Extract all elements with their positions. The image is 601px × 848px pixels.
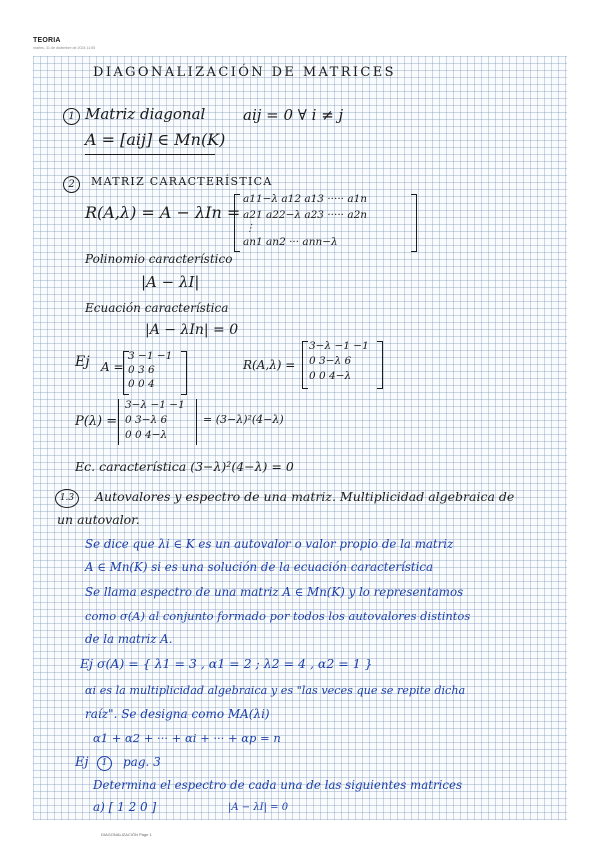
matrix-a-row-3: 0 0 4 bbox=[128, 378, 155, 390]
page-footer: DIAGONALIZACIÓN Page 1 bbox=[101, 832, 152, 837]
section-3-title-line-2: un autovalor. bbox=[57, 512, 140, 527]
polynomial-lhs: P(λ) = bbox=[75, 414, 118, 429]
exercise-part-a: a) [ 1 2 0 ] bbox=[93, 800, 157, 814]
matrix-a-row-1: 3 −1 −1 bbox=[128, 350, 173, 362]
polynomial-result: = (3−λ)²(4−λ) bbox=[203, 413, 284, 426]
matrix-ra-row-1: 3−λ −1 −1 bbox=[309, 340, 369, 352]
char-polynomial-expr: |A − λI| bbox=[141, 273, 200, 291]
matrix-ra-row-2: 0 3−λ 6 bbox=[309, 355, 352, 367]
eigenvalue-def-line-1: Se dice que λi ∈ K es un autovalor o valor propio de la matriz bbox=[85, 537, 454, 551]
eigenvalue-def-line-2: A ∈ Mn(K) si es una solución de la ecuación característica bbox=[85, 560, 434, 574]
polynomial-row-3: 0 0 4−λ bbox=[125, 429, 168, 441]
char-matrix-lhs: R(A,λ) = A − λIn = bbox=[85, 203, 241, 222]
section-3-title-line-1: Autovalores y espectro de una matriz. Multiplicidad algebraica de bbox=[95, 489, 515, 504]
char-matrix-right-bracket bbox=[411, 194, 417, 252]
char-matrix-row-3: ⋮ bbox=[245, 223, 255, 234]
spectrum-def-line-2: como σ(A) al conjunto formado por todos los autovalores distintos bbox=[85, 609, 471, 623]
exercise-label: Ej bbox=[75, 755, 89, 770]
multiplicity-line-2: raíz". Se designa como MA(λi) bbox=[85, 707, 270, 721]
note-timestamp: martes, 31 de diciembre de 2024 11:50 bbox=[33, 46, 96, 50]
matrix-ra-row-3: 0 0 4−λ bbox=[309, 370, 352, 382]
example-label: Ej bbox=[75, 354, 90, 370]
multiplicity-line-1: αi es la multiplicidad algebraica y es "las veces que se repite dicha bbox=[85, 684, 466, 697]
section-number-1: 1 bbox=[63, 108, 80, 125]
char-matrix-left-bracket bbox=[234, 194, 240, 252]
page-heading: DIAGONALIZACIÓN DE MATRICES bbox=[93, 65, 396, 80]
exercise-statement: Determina el espectro de cada una de las siguientes matrices bbox=[93, 778, 463, 792]
diagonal-definition: A = [aij] ∈ Mn(K) bbox=[85, 130, 226, 149]
char-equation-expr: |A − λIn| = 0 bbox=[145, 322, 239, 338]
polynomial-row-2: 0 3−λ 6 bbox=[125, 414, 168, 426]
diagonal-condition: aij = 0 ∀ i ≠ j bbox=[243, 106, 344, 124]
matrix-a-row-2: 0 3 6 bbox=[128, 364, 155, 376]
char-matrix-row-2: a21 a22−λ a23 ····· a2n bbox=[243, 209, 368, 221]
char-equation-example: Ec. característica (3−λ)²(4−λ) = 0 bbox=[75, 459, 294, 474]
char-matrix-row-1: a11−λ a12 a13 ····· a1n bbox=[243, 193, 368, 205]
section-2-title: MATRIZ CARACTERÍSTICA bbox=[91, 175, 273, 188]
section-number-1-3: 1.3 bbox=[55, 489, 79, 508]
exercise-determinant-eq: |A − λI| = 0 bbox=[228, 802, 289, 813]
spectrum-example: Ej σ(A) = { λ1 = 3 , α1 = 2 ; λ2 = 4 , α2 = 1 } bbox=[80, 656, 373, 671]
exercise-page-ref: pag. 3 bbox=[123, 755, 161, 769]
matrix-a-lhs: A = bbox=[101, 360, 124, 374]
char-polynomial-label: Polinomio característico bbox=[85, 252, 233, 266]
note-header bbox=[33, 37, 95, 50]
exercise-number: 1 bbox=[97, 756, 112, 771]
section-number-2: 2 bbox=[63, 176, 80, 193]
multiplicity-sum: α1 + α2 + ··· + αi + ··· + αp = n bbox=[93, 731, 281, 745]
char-matrix-row-4: an1 an2 ··· ann−λ bbox=[243, 236, 338, 248]
char-equation-label: Ecuación característica bbox=[85, 301, 229, 315]
polynomial-row-1: 3−λ −1 −1 bbox=[125, 399, 185, 411]
handwritten-notes-canvas bbox=[33, 56, 567, 820]
definition-underline bbox=[85, 154, 215, 155]
matrix-ra-right-bracket bbox=[377, 341, 383, 389]
determinant-left-bar bbox=[118, 399, 119, 445]
determinant-right-bar bbox=[196, 399, 197, 445]
note-title: TEORIA bbox=[33, 37, 61, 44]
spectrum-def-line-1: Se llama espectro de una matriz A ∈ Mn(K) y lo representamos bbox=[85, 585, 464, 599]
matrix-a-right-bracket bbox=[181, 351, 187, 395]
section-1-title: Matriz diagonal bbox=[85, 105, 206, 123]
spectrum-def-line-3: de la matriz A. bbox=[85, 632, 173, 646]
matrix-ra-lhs: R(A,λ) = bbox=[243, 358, 296, 372]
matrix-ra-left-bracket bbox=[302, 341, 308, 389]
